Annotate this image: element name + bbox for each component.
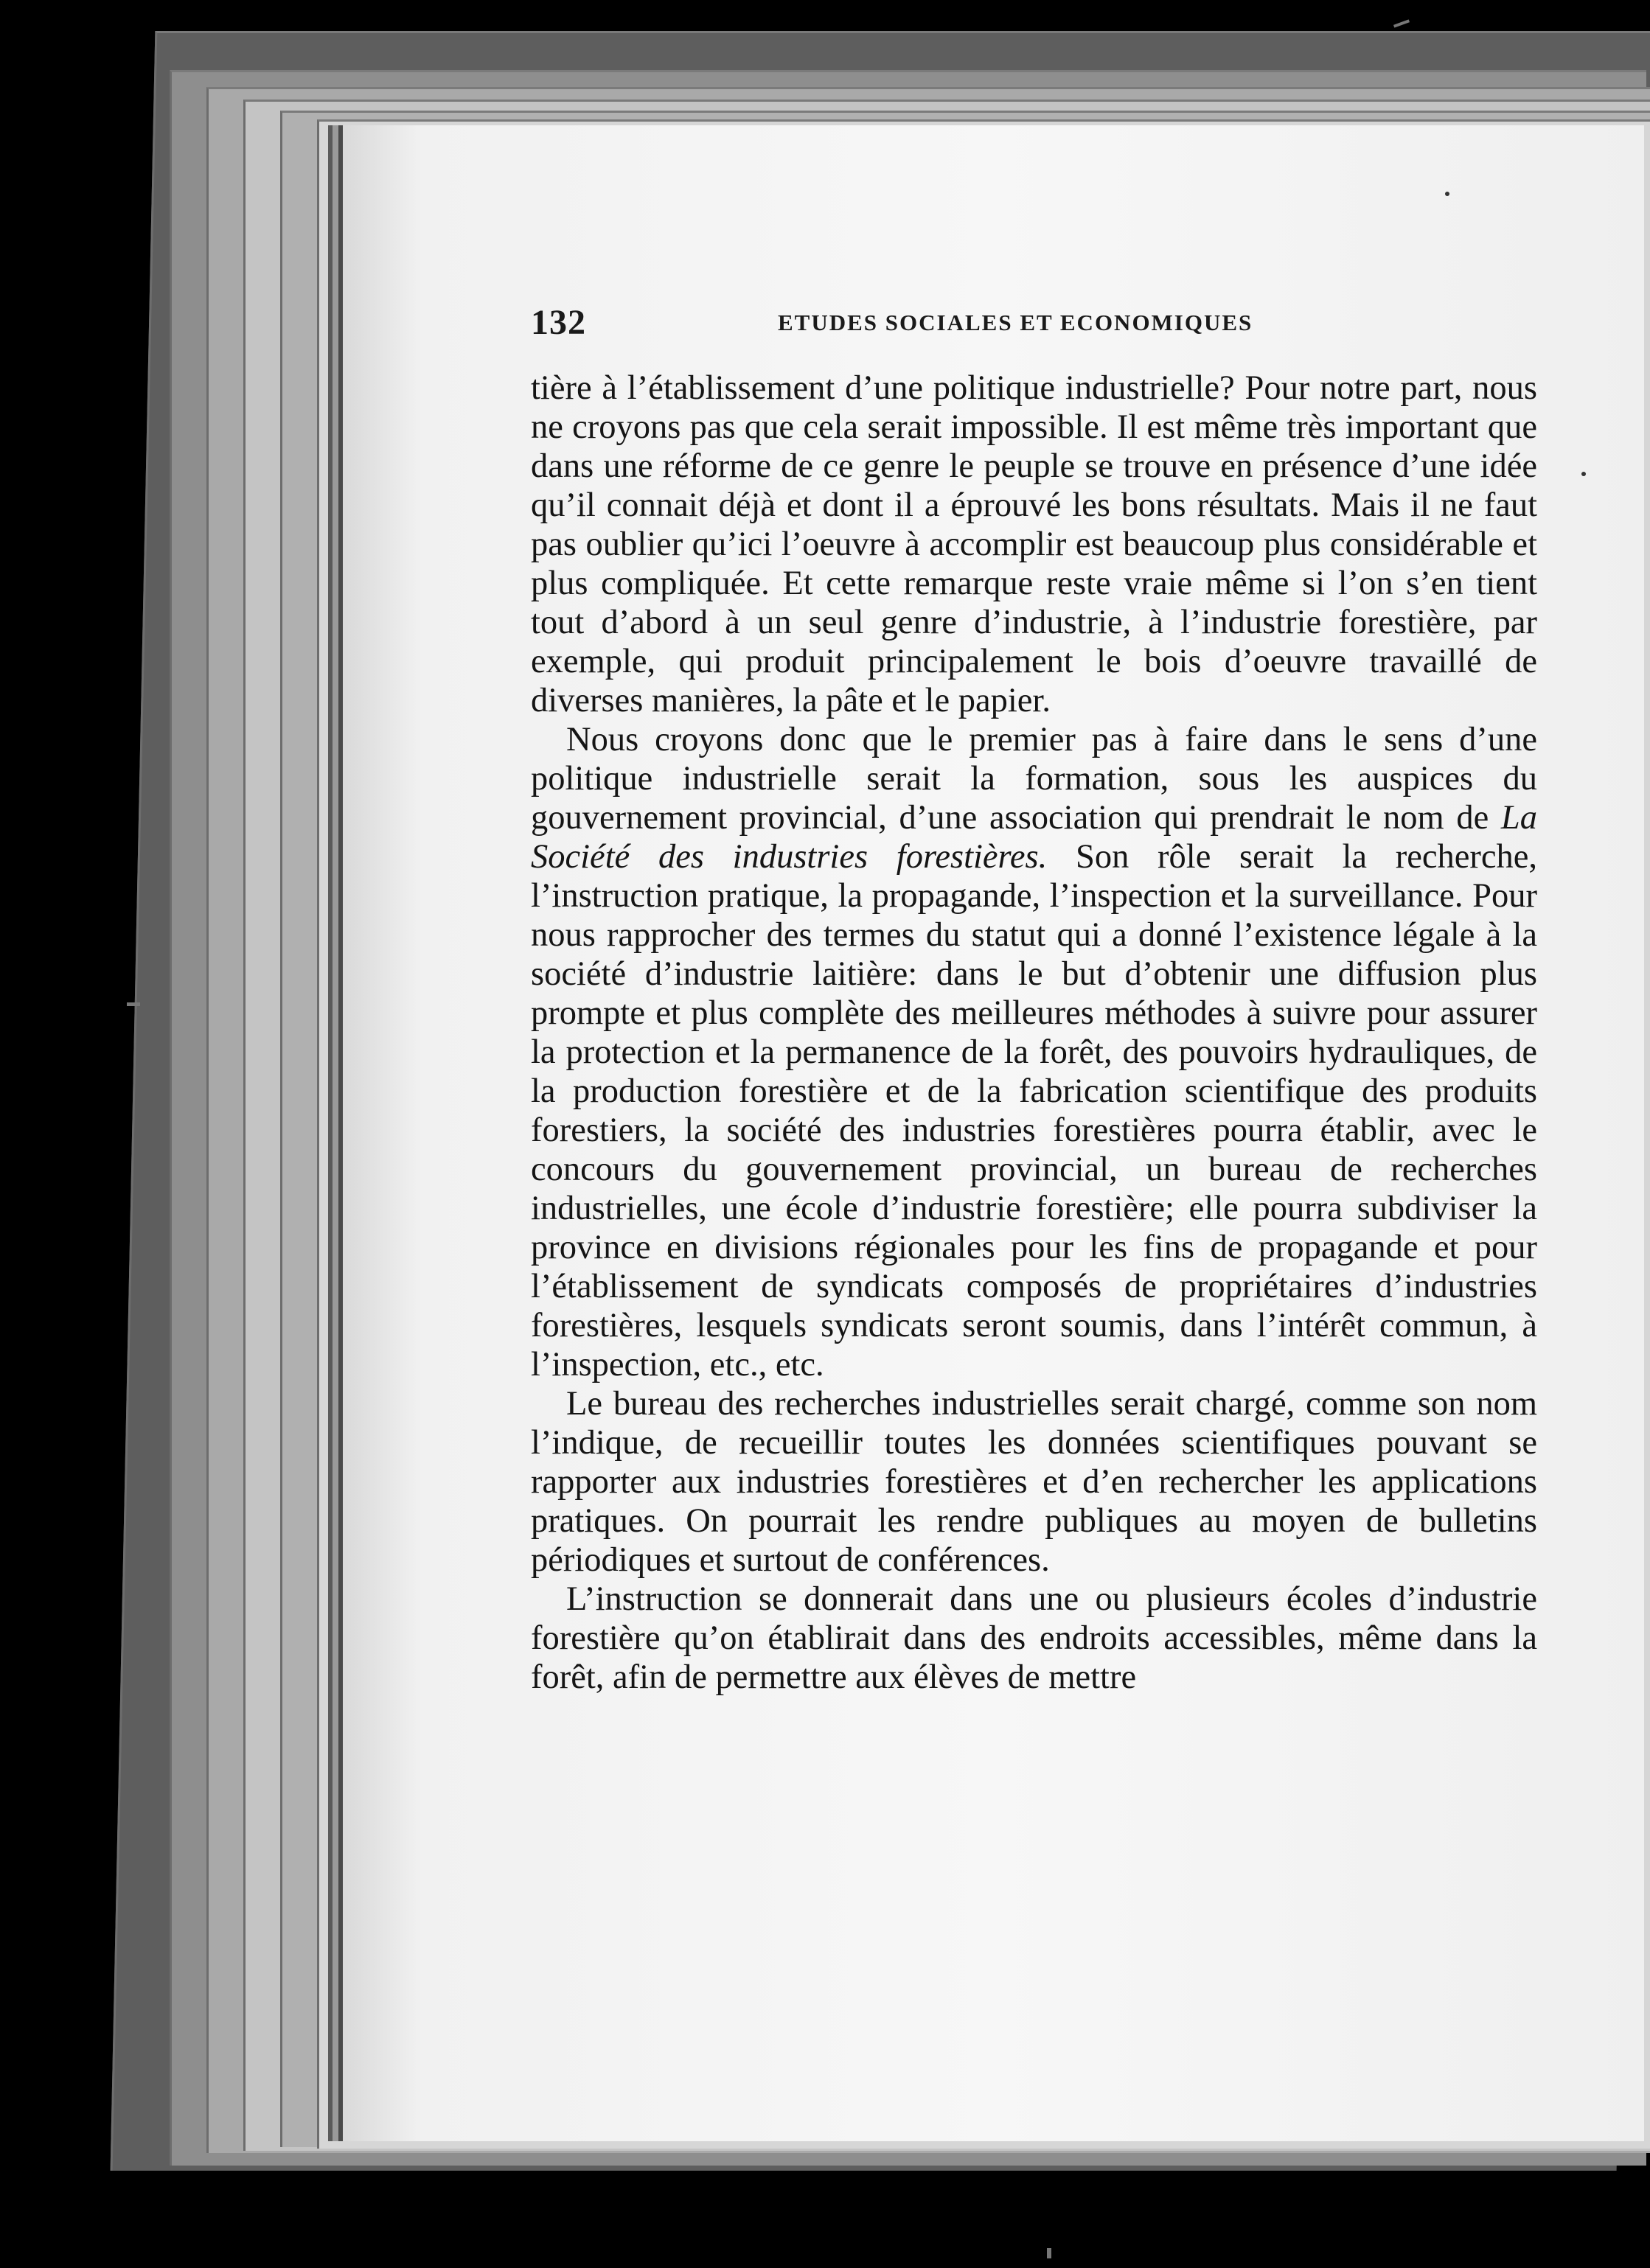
scan-speck (1445, 192, 1449, 196)
scan-speck (1047, 2248, 1051, 2258)
printed-page (343, 125, 1644, 2141)
scan-speck (1393, 19, 1410, 27)
paragraph (531, 720, 1537, 1384)
paragraph: L’instruction se donnerait dans une ou plusieurs écoles d’industrie forestière qu’on établirait dans des endroits accessibles, même dans la forêt, afin de permettre aux élèves de mettre (531, 1580, 1537, 1696)
paragraph: Le bureau des recherches industrielles serait chargé, comme son nom l’indique, de recueillir toutes les données scientifiques pouvant se rapporter aux industries forestières et d’en rechercher les applications pratiques. On pourrait les rendre publiques au moyen de bulletins périodiques et surtout de conférences. (531, 1385, 1537, 1579)
body-text (531, 369, 1537, 1697)
scan-speck (1581, 472, 1586, 476)
page-number: 132 (531, 303, 586, 342)
society-name-italic: La Société des industries forestières. (531, 799, 1537, 876)
paragraph: tière à l’établissement d’une politique industrielle? Pour notre part, nous ne croyons pas que cela serait impossible. Il est même très important que dans une réforme de ce genre le peuple se trouve en présence d’une idée qu’il connait déjà et dont il a éprouvé les bons résultats. Mais il ne faut pas oublier qu’ici l’oeuvre à accomplir est beaucoup plus considérable et plus compliquée. Et cette remarque reste vraie même si l’on s’en tient tout d’abord à un seul genre d’industrie, à l’industrie forestière, par exemple, qui produit principalement le bois d’oeuvre travaillé de diverses manières, la pâte et le papier. (531, 369, 1537, 719)
running-title: ETUDES SOCIALES ET ECONOMIQUES (778, 310, 1253, 335)
paragraph-text: Son rôle serait la recherche, l’instruction pratique, la propagande, l’inspection et la surveillance. Pour nous rapprocher des termes du statut qui a donné l’existence légale à la société d’industrie laitière: dans le but d’obtenir une diffusion plus prompte et plus complète des meilleures méthodes à suivre pour assurer la protection et la permanence de la forêt, des pouvoirs hydrauliques, de la production forestière et de la fabrication scientifique des produits forestiers, la société des industries forestières pourra établir, avec le concours du gouvernement provincial, un bureau de recherches industrielles, une école d’industrie forestière; elle pourra subdiviser la province en divisions régionales pour les fins de propagande et pour l’établissement de syndicats composés de propriétaires d’industries forestières, lesquels syndicats seront soumis, dans l’intérêt commun, à l’inspection, etc., etc. (531, 838, 1538, 1384)
scan-speck (127, 1002, 140, 1006)
page-header (531, 302, 1563, 354)
paragraph-text: Nous croyons donc que le premier pas à faire dans le sens d’une politique industrielle serait la formation, sous les auspices du gouvernement provincial, d’une association qui prendrait le nom de (531, 721, 1537, 837)
